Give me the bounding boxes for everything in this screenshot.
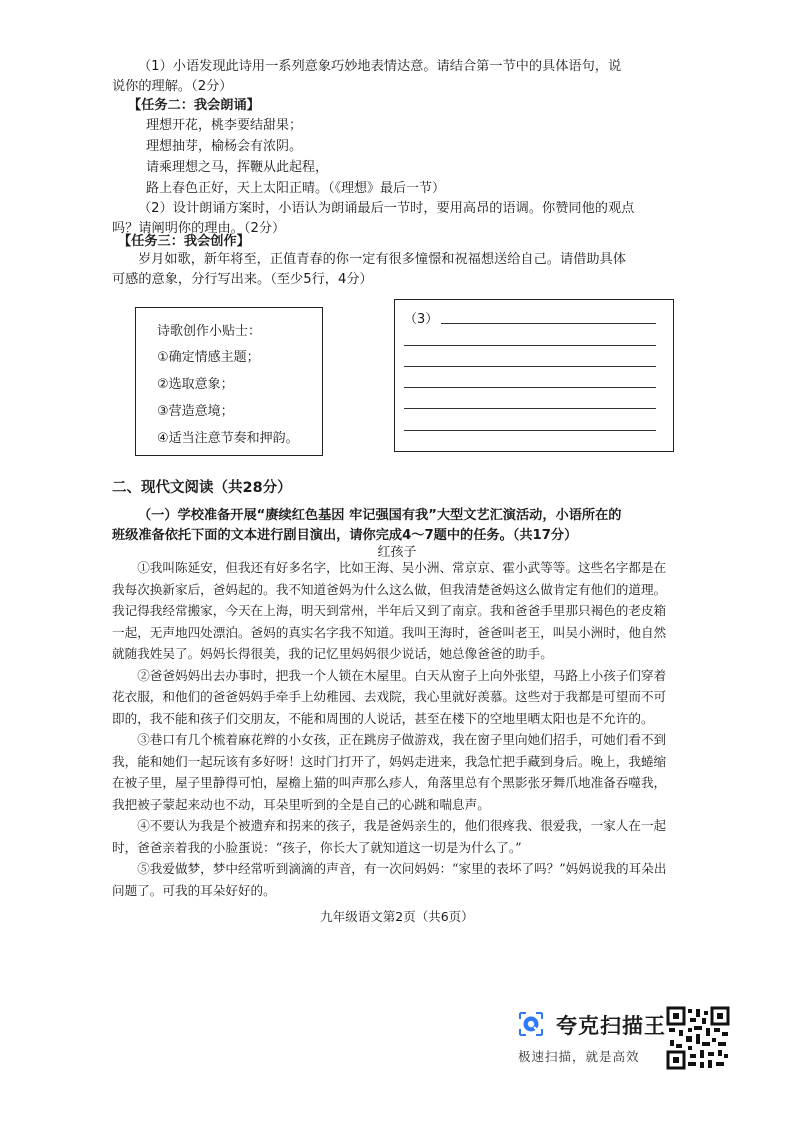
answer-line[interactable] xyxy=(404,345,656,346)
task-3-title: 【任务三：我会创作】 xyxy=(118,234,250,249)
section-2-intro-line1: （一）学校准备开展“赓续红色基因 牢记强国有我”大型文艺汇演活动，小语所在的 xyxy=(138,508,622,523)
story-paragraph: ③巷口有几个梳着麻花辫的小女孩，正在跳房子做游戏，我在窗子里向她们招手，可她们看不到我，能和她们一起玩该有多好呀！这时门打开了，妈妈走进来，我急忙把手藏到身后。晚上，我蜷缩在被子里，屋子里静得可怕，屋檐上猫的叫声那么疹人，角落里总有个黑影张牙舞爪地准备吞噬我，我把被子蒙起来动也不动，耳朵里听到的全是自己的心跳和喘息声。 xyxy=(112,732,667,812)
question-2-line2: 吗？请阐明你的理由。（2分） xyxy=(112,221,286,236)
quark-logo-icon xyxy=(516,1009,546,1039)
story-body xyxy=(112,557,676,901)
task-2-poem xyxy=(146,115,445,199)
answer-line[interactable] xyxy=(404,366,656,367)
answer-line[interactable] xyxy=(404,408,656,409)
poem-line: 理想开花，桃李要结甜果； xyxy=(146,118,303,133)
task-3-prompt xyxy=(112,250,682,290)
watermark-name: 夸克扫描王 xyxy=(556,1014,666,1038)
tips-box xyxy=(135,307,323,456)
task-3-line1: 岁月如歌，新年将至，正值青春的你一定有很多憧憬和祝福想送给自己。请借助具体 xyxy=(138,252,626,267)
tips-heading: 诗歌创作小贴士： xyxy=(157,324,262,339)
story-paragraph: ①我叫陈延安，但我还有好多名字，比如王海、吴小洲、常京京、霍小武等等。这些名字都是在我每次换新家后，爸妈起的。我不知道爸妈为什么这么做，但我清楚爸妈这么做肯定有他们的道理。我记得我经常搬家，今天在上海，明天到常州，半年后又到了南京。我和爸爸手里那只褐色的老皮箱一起，无声地四处漂泊。爸妈的真实名字我不知道。我叫王海时，爸爸叫老王，叫吴小洲时，他自然就随我姓吴了。妈妈长得很美，我的记忆里妈妈很少说话，她总像爸爸的助手。 xyxy=(112,560,667,661)
tip-item: ③营造意境； xyxy=(157,404,234,419)
task-3-line2: 可感的意象，分行写出来。（至少5行，4分） xyxy=(112,272,373,287)
story-paragraph: ⑤我爱做梦，梦中经常听到滴滴的声音，有一次问妈妈：“家里的表坏了吗？”妈妈说我的耳朵出问题了。可我的耳朵好好的。 xyxy=(112,861,667,898)
poem-line: 理想抽芽，榆杨会有浓阴。 xyxy=(146,139,303,154)
tip-item: ①确定情感主题； xyxy=(157,350,260,365)
section-2-title: 二、现代文阅读（共28分） xyxy=(112,480,292,496)
question-2-line1: （2）设计朗诵方案时，小语认为朗诵最后一节时，要用高昂的语调。你赞同他的观点 xyxy=(138,201,635,216)
story-paragraph: ②爸爸妈妈出去办事时，把我一个人锁在木屋里。白天从窗子上向外张望，马路上小孩子们穿着花衣服，和他们的爸爸妈妈手牵手上幼稚园、去戏院，我心里就好羡慕。这些对于我都是可望而不可即的，我不能和孩子们交朋友，不能和周围的人说话，甚至在楼下的空地里晒太阳也是不允许的。 xyxy=(112,667,667,726)
answer-line[interactable] xyxy=(441,323,656,324)
answer-box[interactable] xyxy=(394,299,674,452)
tip-item: ②选取意象； xyxy=(157,377,234,392)
answer-line[interactable] xyxy=(404,387,656,388)
answer-line[interactable] xyxy=(404,430,656,431)
qr-code-icon xyxy=(666,1006,730,1070)
answer-label: （3） xyxy=(404,312,439,327)
section-2-intro xyxy=(112,506,682,546)
question-1-line2: 说你的理解。（2分） xyxy=(112,79,233,94)
section-2-intro-line2: 班级准备依托下面的文本进行剧目演出，请你完成4～7题中的任务。（共17分） xyxy=(112,528,578,543)
watermark-slogan: 极速扫描，就是高效 xyxy=(518,1049,640,1064)
question-1 xyxy=(112,57,682,97)
story-paragraph: ④不要认为我是个被遗弃和拐来的孩子，我是爸妈亲生的，他们很疼我、很爱我，一家人在一起时，爸爸亲着我的小脸蛋说：“孩子，你长大了就知道这一切是为什么了。” xyxy=(112,818,667,855)
poem-line: 路上春色正好，天上太阳正晴。（《理想》最后一节） xyxy=(146,181,446,196)
poem-line: 请乘理想之马，挥鞭从此起程， xyxy=(146,160,329,175)
story-title: 红孩子 xyxy=(377,545,417,560)
task-2-title: 【任务二：我会朗诵】 xyxy=(128,98,260,113)
tip-item: ④适当注意节奏和押韵。 xyxy=(157,431,299,446)
question-1-line1: （1）小语发现此诗用一系列意象巧妙地表情达意。请结合第一节中的具体语句，说 xyxy=(138,59,622,74)
page-footer: 九年级语文第2页（共6页） xyxy=(320,909,474,924)
